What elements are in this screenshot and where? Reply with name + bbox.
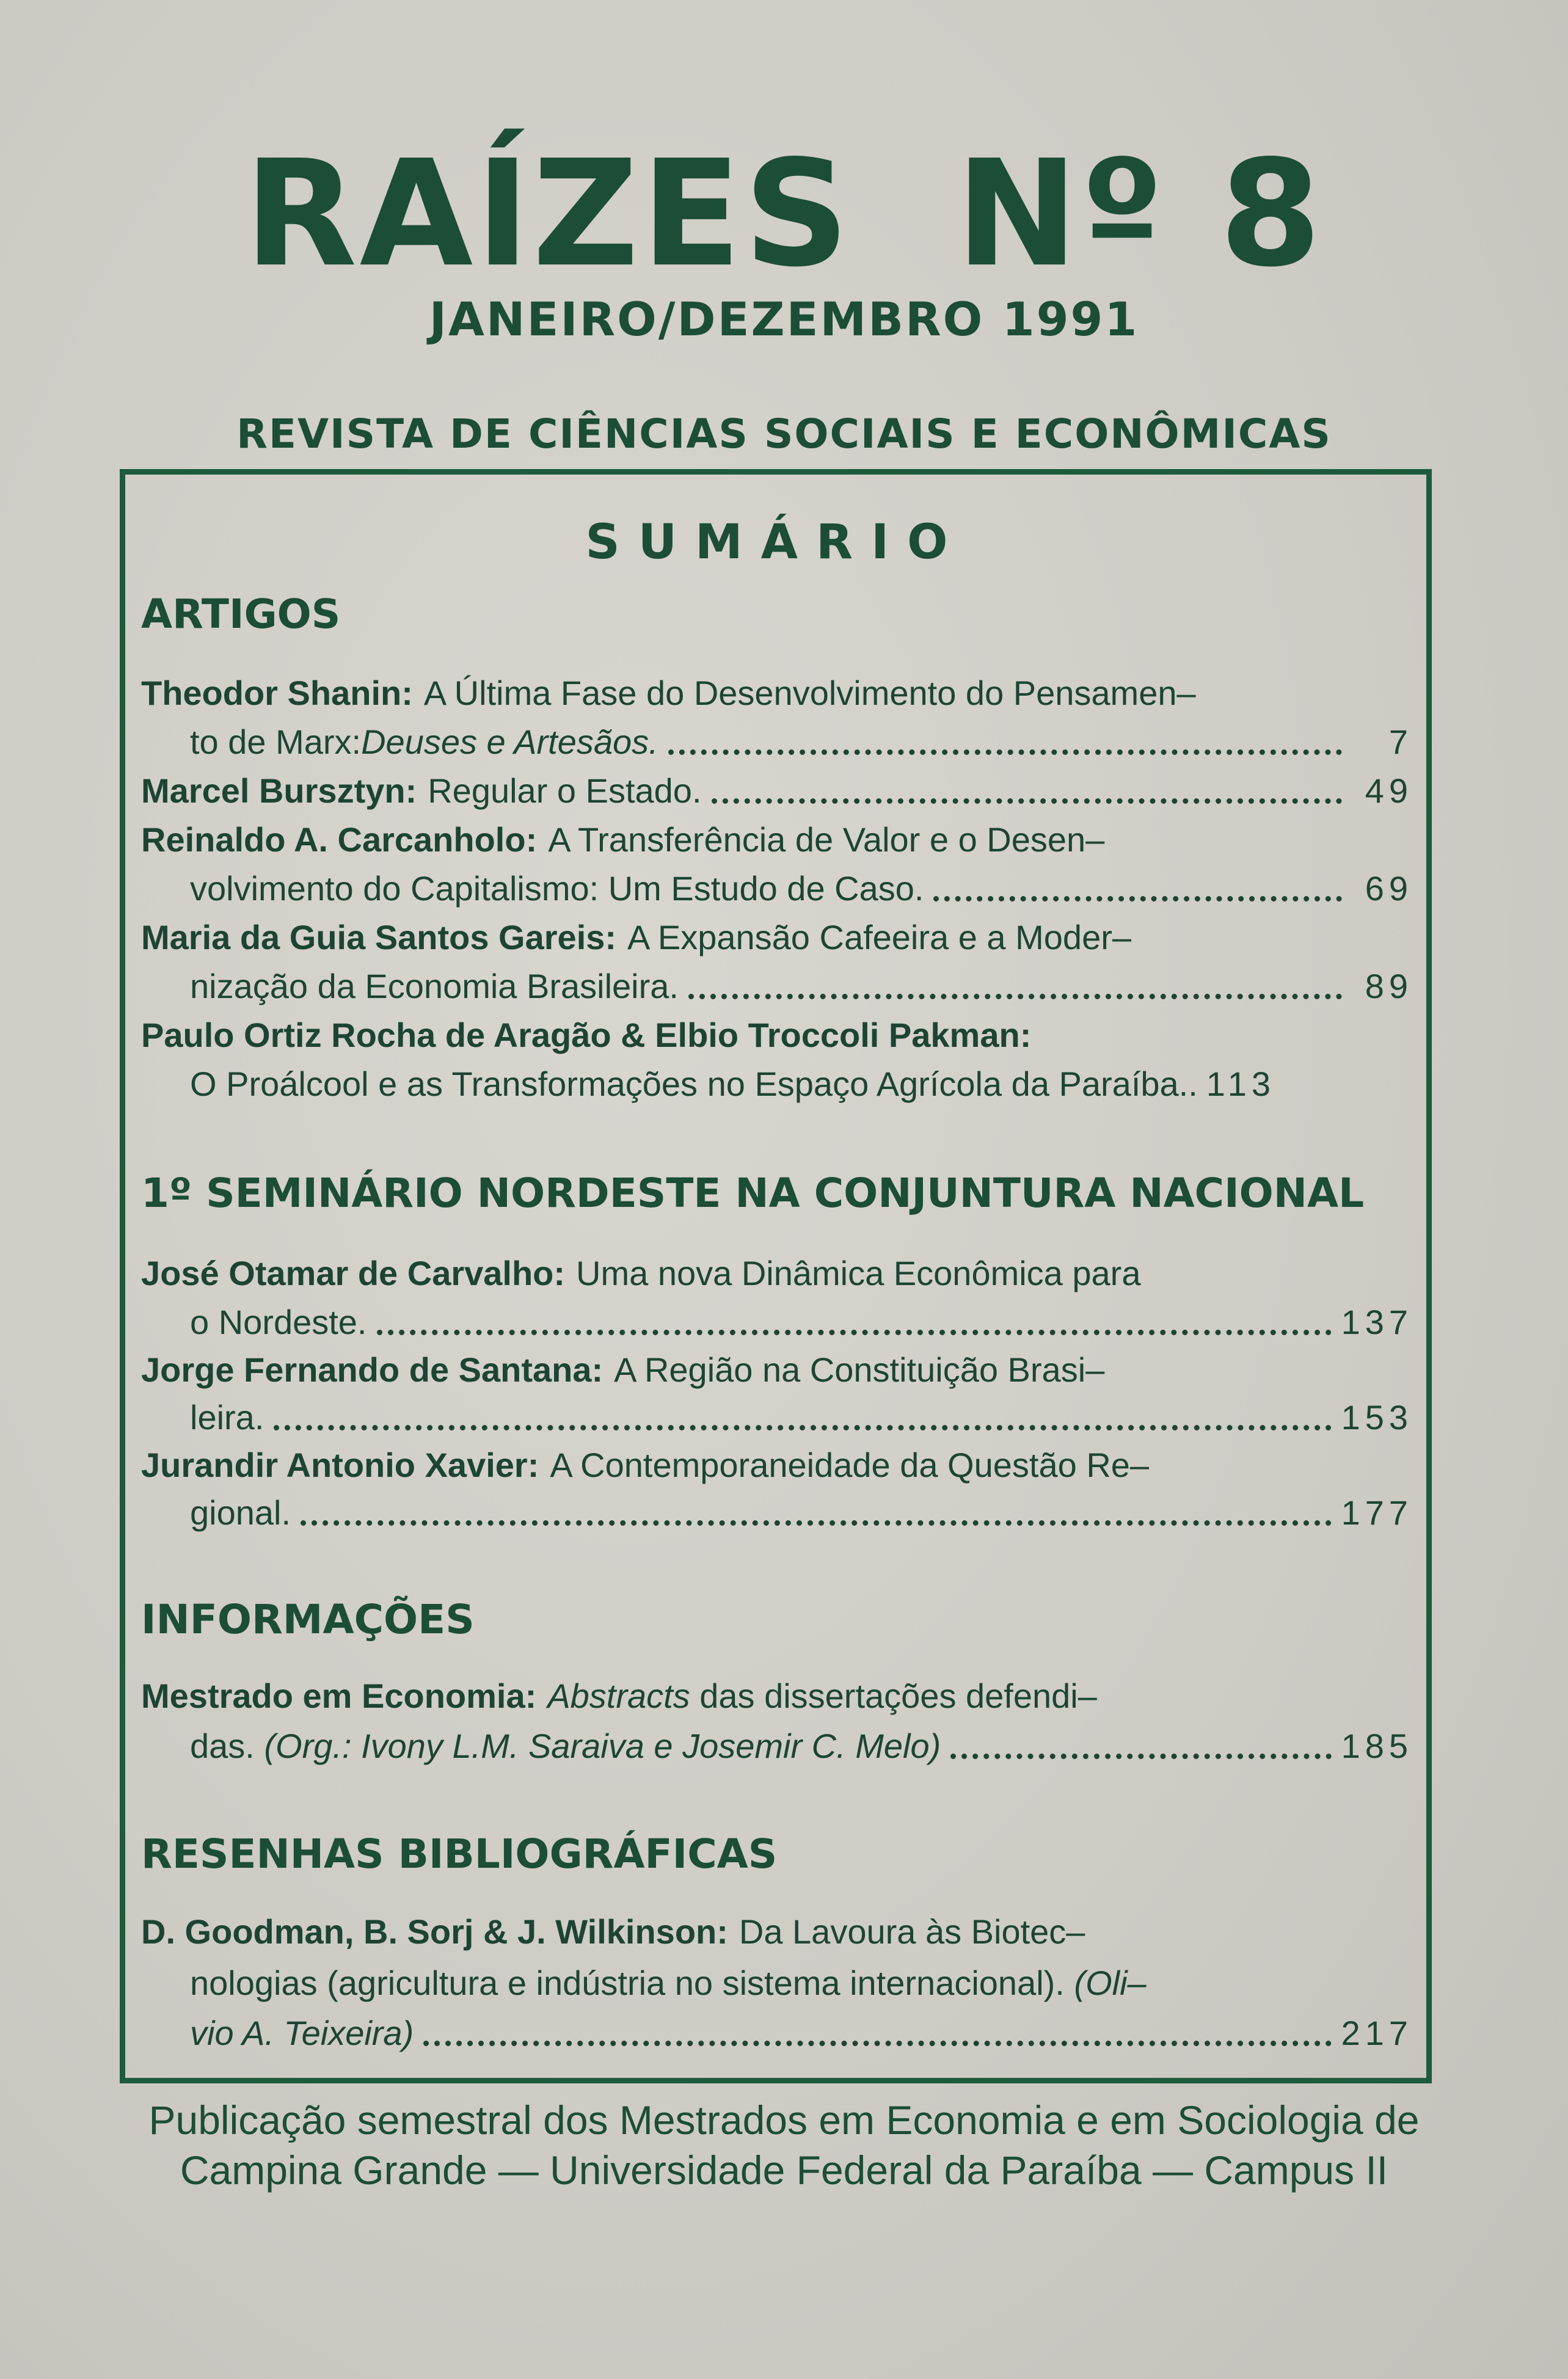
entry-title-italic: Deuses e Artesãos.	[361, 723, 658, 761]
entry-author: Theodor Shanin:	[141, 674, 413, 712]
entry-title: A Transferência de Valor e o Desen–	[548, 820, 1105, 859]
toc-entry-goodman-cont2	[190, 2009, 1413, 2058]
entry-page: 7	[1388, 723, 1413, 761]
entry-author: Paulo Ortiz Rocha de Aragão & Elbio Troccoli Pakman:	[141, 1016, 1032, 1054]
publisher-note	[0, 2095, 1568, 2195]
entry-title-cont: volvimento do Capitalismo: Um Estudo de Caso.	[190, 869, 924, 908]
entry-page: 153	[1341, 1398, 1413, 1437]
section-title-seminario: 1º SEMINÁRIO NORDESTE NA CONJUNTURA NACIONAL	[141, 1170, 1365, 1217]
entry-author: Maria da Guia Santos Gareis:	[141, 918, 617, 956]
entry-page: 177	[1341, 1493, 1413, 1532]
leader-dots	[377, 1330, 1332, 1335]
journal-title	[0, 128, 1568, 299]
leader-dots	[688, 994, 1342, 999]
toc-entry-gareis-cont	[190, 962, 1413, 1011]
entry-title-cont: to de Marx:	[190, 723, 362, 761]
entry-author: Jorge Fernando de Santana:	[141, 1350, 603, 1389]
toc-entry-carcanholo	[141, 815, 1413, 864]
toc-entry-goodman	[141, 1907, 1413, 1956]
entry-author: José Otamar de Carvalho:	[141, 1254, 566, 1292]
toc-entry-santana	[141, 1346, 1413, 1394]
toc-entry-mestrado	[141, 1672, 1413, 1721]
entry-title: Uma nova Dinâmica Econômica para	[576, 1254, 1141, 1292]
toc-entry-goodman-cont	[190, 1959, 1413, 2008]
entry-reviewer: (Oli–	[1074, 1964, 1147, 2002]
entry-title: A Região na Constituição Brasi–	[614, 1350, 1105, 1389]
leader-dots	[950, 1754, 1331, 1759]
section-title-resenhas: RESENHAS BIBLIOGRÁFICAS	[141, 1831, 778, 1878]
leader-dots	[933, 896, 1342, 902]
entry-title-cont: nização da Economia Brasileira.	[190, 967, 679, 1005]
entry-title: Regular o Estado.	[428, 771, 702, 810]
section-title-artigos: ARTIGOS	[141, 591, 341, 638]
toc-entry-xavier-cont	[190, 1488, 1413, 1537]
entry-title: A Última Fase do Desenvolvimento do Pensamen–	[423, 674, 1196, 712]
publisher-line-2: Campina Grande — Universidade Federal da Paraíba — Campus II	[180, 2148, 1388, 2193]
entry-page: 89	[1365, 967, 1413, 1005]
entry-title-cont: leira.	[190, 1398, 264, 1437]
entry-page: 137	[1341, 1303, 1413, 1341]
publisher-line-1: Publicação semestral dos Mestrados em Economia e em Sociologia de	[148, 2097, 1420, 2143]
entry-title-cont: o Nordeste.	[190, 1303, 367, 1341]
entry-author: Jurandir Antonio Xavier:	[141, 1446, 539, 1484]
toc-entry-aragao-pakman	[141, 1011, 1413, 1060]
entry-title: A Expansão Cafeeira e a Moder–	[627, 918, 1132, 956]
toc-entry-gareis	[141, 913, 1413, 962]
toc-entry-aragao-pakman-cont	[190, 1060, 1413, 1109]
toc-entry-carvalho-cont	[190, 1298, 1413, 1347]
table-of-contents	[120, 469, 1432, 2083]
leader-dots	[712, 798, 1342, 804]
entry-title: das dissertações defendi–	[690, 1677, 1097, 1715]
leader-dots	[668, 749, 1342, 755]
entry-page: 49	[1365, 771, 1413, 810]
journal-name: RAÍZES	[244, 128, 852, 299]
entry-editors: (Org.: Ivony L.M. Saraiva e Josemir C. Melo)	[264, 1727, 941, 1765]
entry-title: Da Lavoura às Biotec–	[738, 1912, 1085, 1951]
entry-author: Reinaldo A. Carcanholo:	[141, 820, 538, 859]
toc-entry-shanin-cont	[190, 718, 1413, 767]
entry-page: 113	[1206, 1065, 1276, 1103]
leader-dots	[301, 1520, 1332, 1526]
entry-title-cont: gional.	[190, 1493, 291, 1532]
entry-page: 69	[1365, 869, 1413, 908]
entry-title: A Contemporaneidade da Questão Re–	[550, 1446, 1150, 1484]
entry-title-cont: nologias (agricultura e indústria no sistema internacional).	[190, 1964, 1074, 2002]
leader-dots	[274, 1425, 1331, 1430]
section-title-informacoes: INFORMAÇÕES	[141, 1596, 475, 1643]
leader-dots	[423, 2041, 1331, 2046]
entry-author: Mestrado em Economia:	[141, 1677, 537, 1715]
toc-entry-santana-cont	[190, 1393, 1413, 1442]
toc-entry-carvalho	[141, 1249, 1413, 1298]
entry-title-cont: das.	[190, 1727, 264, 1765]
journal-subtitle: REVISTA DE CIÊNCIAS SOCIAIS E ECONÔMICAS	[236, 410, 1332, 457]
issue-dates: JANEIRO/DEZEMBRO 1991	[429, 292, 1139, 346]
toc-entry-carcanholo-cont	[190, 864, 1413, 913]
toc-entry-xavier	[141, 1441, 1413, 1490]
toc-entry-bursztyn	[141, 767, 1413, 815]
toc-entry-shanin	[141, 669, 1413, 718]
entry-page: 185	[1341, 1727, 1413, 1765]
toc-heading: SUMÁRIO	[585, 515, 966, 570]
entry-author: D. Goodman, B. Sorj & J. Wilkinson:	[141, 1912, 728, 1951]
entry-author: Marcel Bursztyn:	[141, 771, 417, 810]
toc-entry-mestrado-cont	[190, 1722, 1413, 1771]
entry-title: O Proálcool e as Transformações no Espaço Agrícola da Paraíba..	[190, 1065, 1198, 1103]
entry-title-italic: Abstracts	[547, 1677, 690, 1715]
entry-page: 217	[1341, 2014, 1413, 2052]
issue-number: Nº 8	[955, 128, 1324, 299]
entry-reviewer-cont: vio A. Teixeira)	[190, 2014, 414, 2052]
